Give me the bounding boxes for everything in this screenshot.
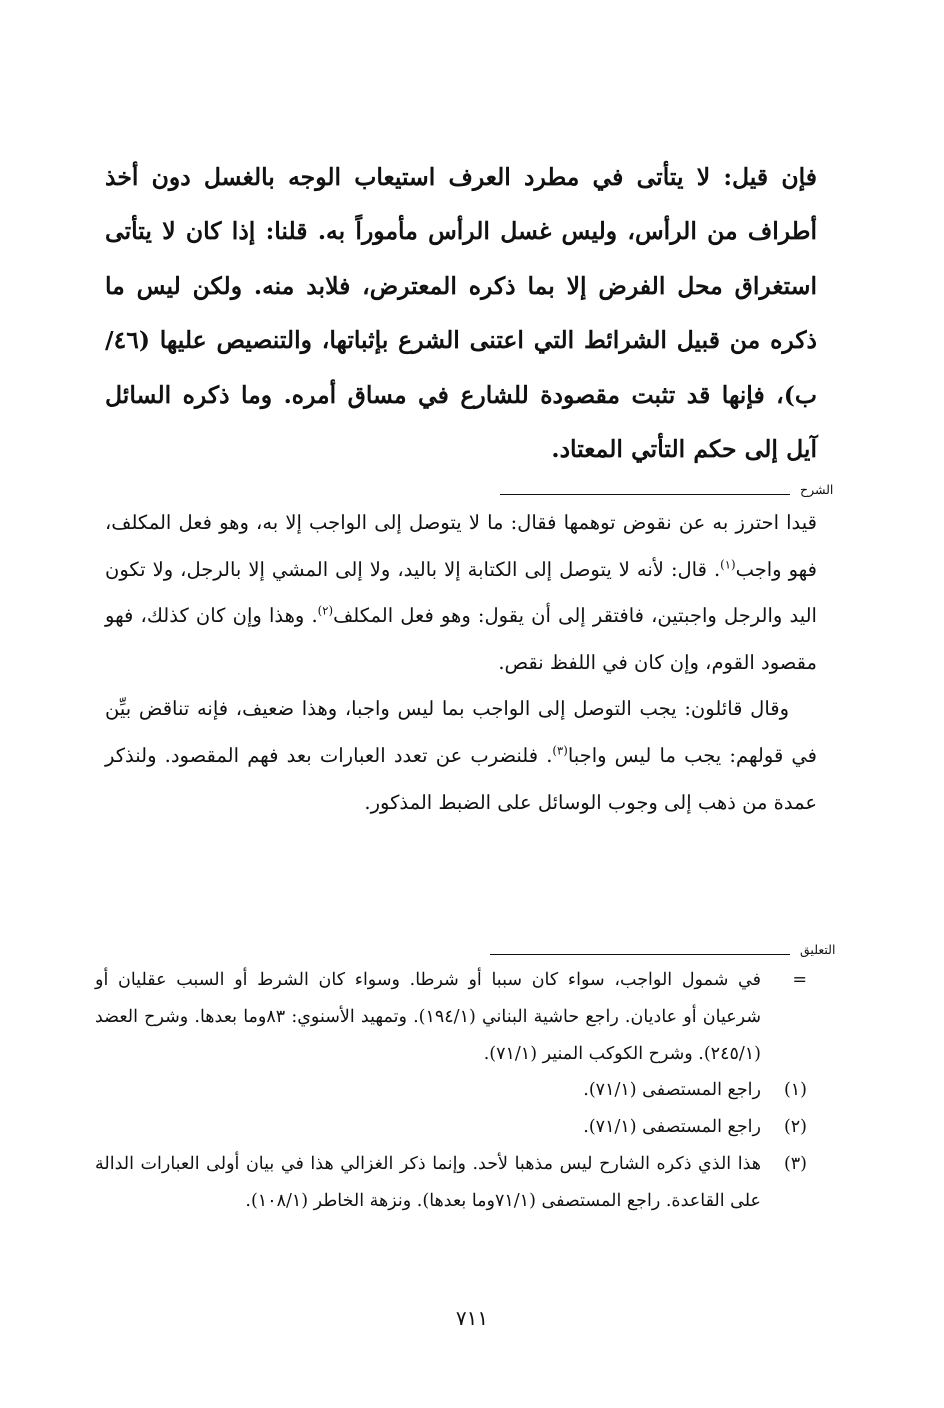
footnote-ref-3[interactable]: (٣) xyxy=(552,743,568,758)
footnote-text: راجع المستصفى (٧١/١). xyxy=(583,1080,761,1101)
taliq-separator xyxy=(490,942,870,962)
footnote-continuation xyxy=(95,962,807,1072)
sharh-label: الشرح xyxy=(800,482,834,497)
footnote-mark: = xyxy=(792,970,807,990)
sharh-p1-part-b: . قال: لأنه لا يتوصل إلى الكتابة إلا باليد، ولا إلى المشي إلا بالرجل، ولا تكون اليد والرجل واجبتين، فافتقر إلى أن يقول: وهو فعل المكلف xyxy=(105,557,817,628)
footnote-1 xyxy=(95,1072,807,1109)
sharh-p2-part-a: وقال قائلون: يجب التوصل إلى الواجب بما ليس واجبا، وهذا ضعيف، فإنه تناقض بيِّن في قولهم: يجب ما ليس واجبا xyxy=(105,697,817,767)
footnote-text: هذا الذي ذكره الشارح ليس مذهبا لأحد. وإنما ذكر الغزالي هذا في بيان أولى العبارات الدالة على القاعدة. راجع المستصفى (٧١/١وما بعدها). ونزهة الخاطر (١٠٨/١). xyxy=(95,1153,761,1211)
footnotes xyxy=(95,962,807,1220)
footnote-text: راجع المستصفى (٧١/١). xyxy=(583,1117,761,1138)
footnote-3 xyxy=(95,1146,807,1220)
sharh-paragraph-2 xyxy=(105,686,817,826)
sharh-paragraph-1 xyxy=(105,500,817,686)
sharh-separator xyxy=(500,482,850,502)
footnote-ref-2[interactable]: (٢) xyxy=(317,603,334,618)
footnote-mark: (٣) xyxy=(783,1153,807,1174)
page-number: ٧١١ xyxy=(455,1306,489,1330)
sharh-p2-part-b: . فلنضرب عن تعدد العبارات بعد فهم المقصود. ولنذكر عمدة من ذهب إلى وجوب الوسائل على الضبط المذكور. xyxy=(105,743,817,814)
taliq-rule xyxy=(490,954,790,955)
sharh-rule xyxy=(500,494,790,495)
sharh-text xyxy=(105,500,817,826)
footnote-text: في شمول الواجب، سواء كان سببا أو شرطا. وسواء كان الشرط أو السبب عقليان أو شرعيان أو عاديان. راجع حاشية البناني (١٩٤/١). وتمهيد الأسنوي: ٨٣وما بعدها. وشرح العضد (٢٤٥/١). وشرح الكوكب المنير (٧١/١). xyxy=(95,970,761,1064)
footnote-ref-1[interactable]: (١) xyxy=(720,557,736,572)
main-text xyxy=(105,150,817,476)
footnote-mark: (٢) xyxy=(783,1117,807,1138)
footnote-mark: (١) xyxy=(783,1080,807,1101)
taliq-label: التعليق xyxy=(800,942,836,957)
main-paragraph: فإن قيل: لا يتأتى في مطرد العرف استيعاب الوجه بالغسل دون أخذ أطراف من الرأس، وليس غسل الرأس مأموراً به. قلنا: إذا كان لا يتأتى استغراق محل الفرض إلا بما ذكره المعترض، فلابد منه. ولكن ليس ما ذكره من قبيل الشرائط التي اعتنى الشرع بإثباتها، والتنصيص عليها (٤٦/ب)، فإنها قد تثبت مقصودة للشارع في مساق أمره. وما ذكره السائل آيل إلى حكم التأتي المعتاد. xyxy=(105,163,817,464)
footnote-2 xyxy=(95,1109,807,1146)
sharh-p1-part-c: . وهذا وإن كان كذلك، فهو مقصود القوم، وإن كان في اللفظ نقص. xyxy=(105,604,817,674)
sharh-p1-part-a: قيدا احترز به عن نقوض توهمها فقال: ما لا يتوصل إلى الواجب إلا به، وهو فعل المكلف، فهو واجب xyxy=(105,511,817,581)
